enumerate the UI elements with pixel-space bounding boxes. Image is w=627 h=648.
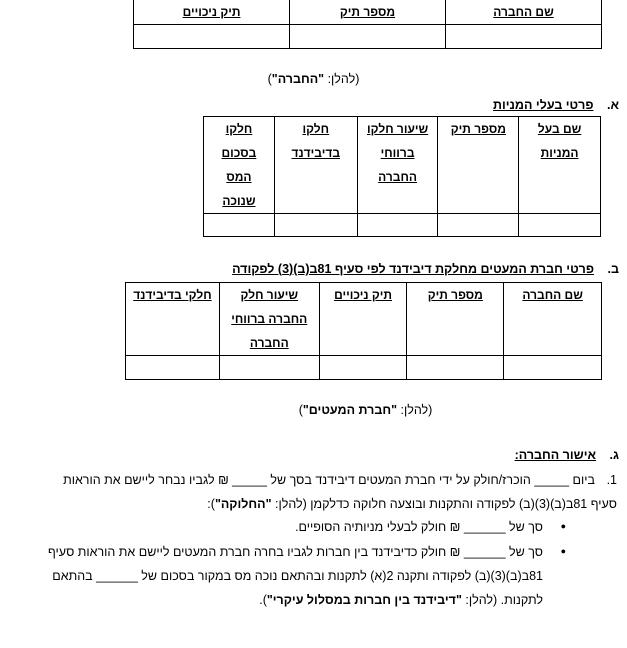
col-deductions-file: תיק ניכויים (134, 0, 290, 25)
company-term: "החברה" (271, 72, 325, 86)
col-tax-share: חלקו בסכום המס שנוכה (204, 117, 275, 214)
col-b-file-number: מספר תיק (407, 283, 504, 356)
col-b-dividend-share: חלקי בדיבידנד (126, 283, 220, 356)
cell-b-3[interactable] (319, 356, 407, 380)
section-a-heading (493, 98, 619, 112)
col-b-profit-share: שיעור חלק החברה ברווחי החברה (219, 283, 319, 356)
bullet-1-text: סך של ______ ₪ חולק לבעלי מניותיה הסופיים. (295, 520, 543, 534)
item-1-number: 1. (606, 473, 617, 487)
section-b-title: פרטי חברת המעטים מחלקת דיבידנד לפי סעיף 81ב(ב)(3) לפקודה (232, 262, 595, 276)
section-b-heading (232, 262, 619, 276)
few-company-term: "חברת המעטים" (302, 403, 398, 417)
bullet-2-line-3: לתקנות. (להלן: "דיבידנד בין חברות במסלול עיקרי"). (259, 593, 543, 607)
col-b-company-name: שם החברה (504, 283, 602, 356)
few-company-table (125, 282, 602, 380)
bullet-2-line-1: סך של ______ ₪ חולק כדיבידנד בין חברות לגביו בחרה חברת המעטים ליישם את הוראות סעיף (48, 545, 543, 559)
section-c-title: אישור החברה: (514, 448, 597, 462)
section-a-title: פרטי בעלי המניות (493, 98, 594, 112)
cell-b-1[interactable] (504, 356, 602, 380)
bullet-2-line-2: 81ב(ב)(3)(ב) לפקודה ותקנה 2(א) לתקנות ובהתאם נוכה מס במקור בסכום של ______ בהתאם (52, 569, 543, 583)
cell-a-5[interactable] (204, 214, 275, 237)
few-company-note: (להלן: "חברת המעטים") (298, 403, 433, 417)
cell-company-name[interactable] (445, 25, 601, 49)
inter-company-dividend-term: "דיבידנד בין חברות במסלול עיקרי" (266, 593, 462, 607)
cell-b-4[interactable] (219, 356, 319, 380)
item-1-line-1: ביום _____ הוכרז/חולק על ידי חברת המעטים דיבידנד בסך של _____ ₪ לגביו נבחר ליישם את הוראות (63, 473, 595, 487)
cell-a-2[interactable] (438, 214, 519, 237)
item-1-line-2: סעיף 81ב(ב)(3)(ב) לפקודה והתקנות ובוצעה חלוקה כדלקמן (להלן: "החלוקה"): (207, 497, 617, 511)
cell-deductions-file[interactable] (134, 25, 290, 49)
cell-file-number[interactable] (290, 25, 446, 49)
bullet-2-icon: ● (560, 546, 566, 556)
col-dividend-share: חלקו בדיבידנד (274, 117, 357, 214)
section-b-letter: ב. (607, 262, 619, 276)
company-note: (להלן: "החברה") (267, 72, 360, 86)
col-company-name: שם החברה (445, 0, 601, 25)
col-b-deductions-file: תיק ניכויים (319, 283, 407, 356)
section-c-letter: ג. (609, 448, 619, 462)
col-shareholder-name: שם בעל המניות (519, 117, 601, 214)
cell-a-1[interactable] (519, 214, 601, 237)
cell-b-2[interactable] (407, 356, 504, 380)
section-c-heading (515, 448, 619, 462)
cell-b-5[interactable] (126, 356, 220, 380)
col-file-number: מספר תיק (290, 0, 446, 25)
col-profit-share: שיעור חלקו ברווחי החברה (357, 117, 438, 214)
col-shareholder-file: מספר תיק (438, 117, 519, 214)
section-a-letter: א. (607, 98, 619, 112)
company-table (133, 0, 602, 49)
shareholders-table (203, 116, 601, 237)
bullet-1-icon: ● (560, 521, 566, 531)
distribution-term: "החלוקה" (214, 497, 272, 511)
cell-a-4[interactable] (274, 214, 357, 237)
cell-a-3[interactable] (357, 214, 438, 237)
